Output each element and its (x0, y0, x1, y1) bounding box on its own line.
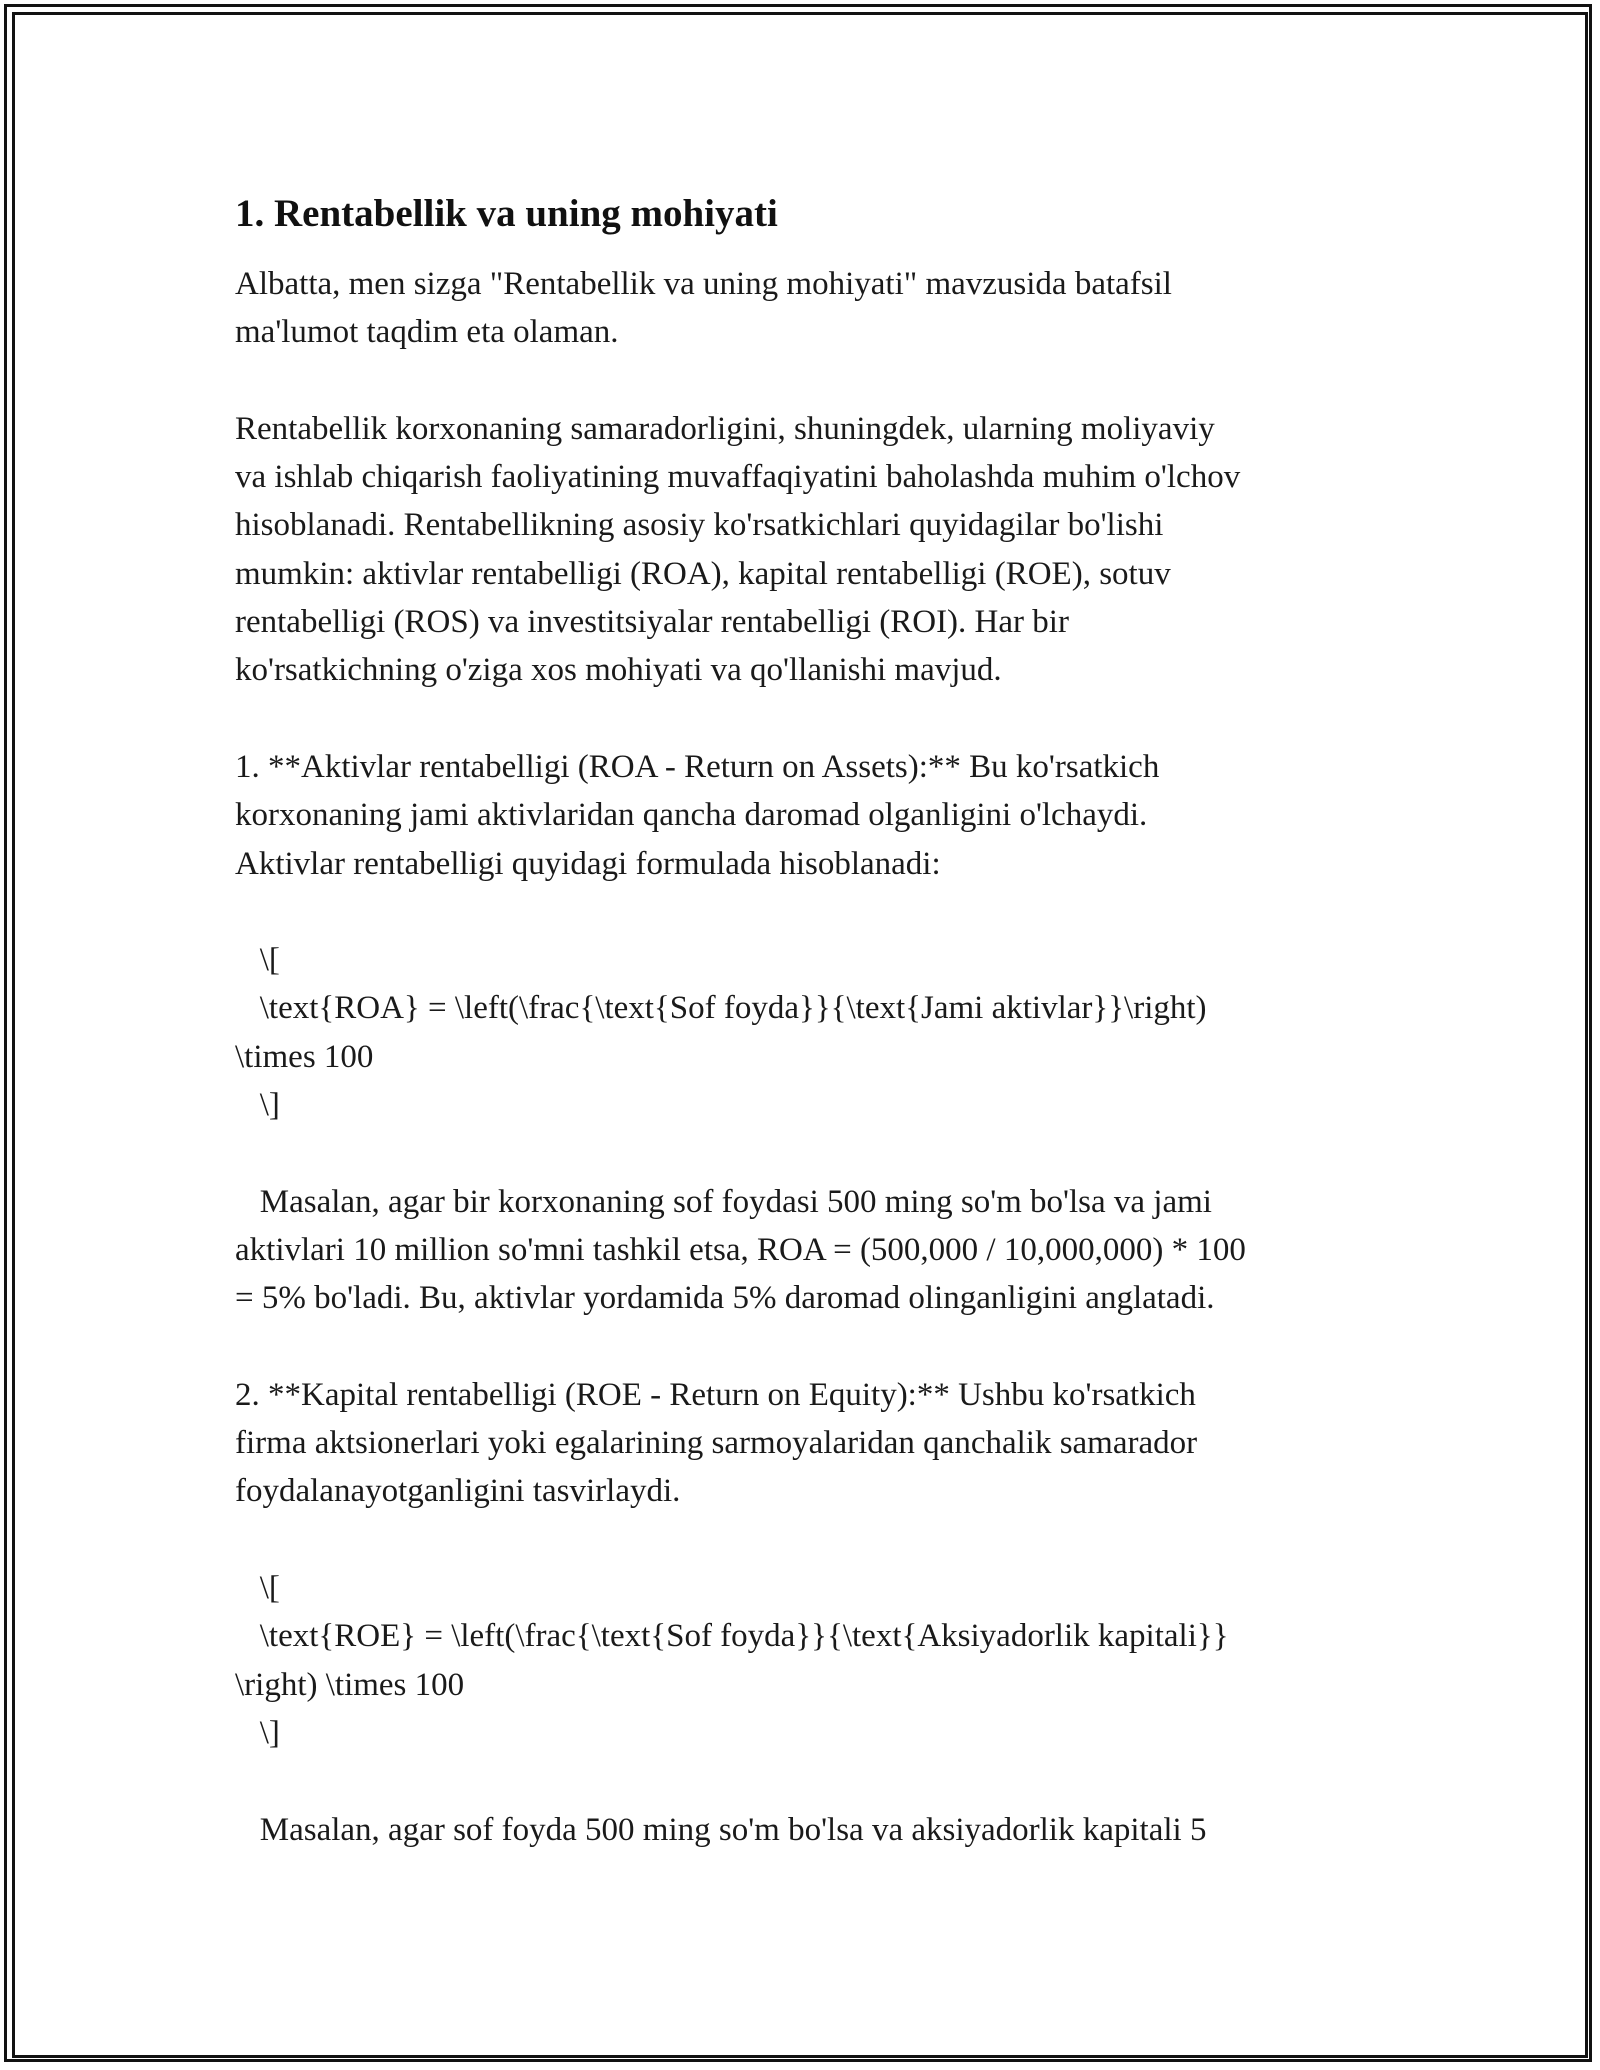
paragraph-gap (235, 1323, 1365, 1371)
paragraph-gap (235, 888, 1365, 936)
paragraph-gap (235, 357, 1365, 405)
roa-heading-paragraph: 1. **Aktivlar rentabelligi (ROA - Return on Assets):** Bu ko'rsatkich korxonaning jami aktivlaridan qancha daromad olganligini o'lchaydi. Aktivlar rentabelligi quyidagi formulada hisoblanadi: (235, 748, 1160, 882)
intro-paragraph: Albatta, men sizga "Rentabellik va uning mohiyati" mavzusida batafsil ma'lumot taqdim eta olaman. (235, 266, 1172, 351)
roe-formula: \[ \text{ROE} = \left(\frac{\text{Sof foyda}}{\text{Aksiyadorlik kapitali}} \right) \times 100 \] (235, 1570, 1229, 1751)
paragraph-gap (235, 695, 1365, 743)
roa-formula: \[ \text{ROA} = \left(\frac{\text{Sof foyda}}{\text{Jami aktivlar}}\right) \times 100 \] (235, 942, 1207, 1124)
roe-heading-paragraph: 2. **Kapital rentabelligi (ROE - Return on Equity):** Ushbu ko'rsatkich firma aktsionerlari yoki egalarining sarmoyalaridan qanchalik samarador foydalanayotganligini tasvirlaydi. (235, 1376, 1198, 1510)
definition-paragraph: Rentabellik korxonaning samaradorligini, shuningdek, ularning moliyaviy va ishlab chiqarish faoliyatining muvaffaqiyatini baholashda muhim o'lchov hisoblanadi. Rentabellikning asosiy ko'rsatkichlari quyidagilar bo'lishi mumkin: aktivlar rentabelligi (ROA), kapital rentabelligi (ROE), sotuv rentabelligi (ROS) va investitsiyalar rentabelligi (ROI). Har bir ko'rsatkichning o'ziga xos mohiyati va qo'llanishi mavjud. (235, 410, 1241, 689)
roa-example-paragraph: Masalan, agar bir korxonaning sof foydasi 500 ming so'm bo'lsa va jami aktivlari 10 million so'mni tashkil etsa, ROA = (500,000 / 10,000,000) * 100 = 5% bo'ladi. Bu, aktivlar yordamida 5% daromad olinganligini anglatadi. (235, 1183, 1246, 1317)
roe-example-paragraph: Masalan, agar sof foyda 500 ming so'm bo'lsa va aksiyadorlik kapitali 5 (235, 1811, 1207, 1848)
paragraph-gap (235, 1516, 1365, 1564)
paragraph-gap (235, 1129, 1365, 1177)
document-page (235, 186, 1365, 1854)
document-title: 1. Rentabellik va uning mohiyati (235, 192, 778, 235)
paragraph-gap (235, 1757, 1365, 1805)
